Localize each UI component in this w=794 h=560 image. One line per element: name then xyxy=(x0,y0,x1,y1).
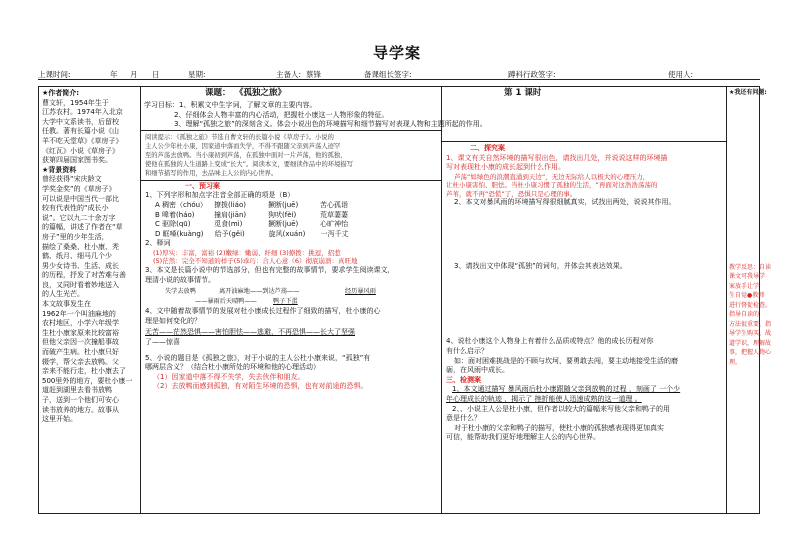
text-line: 江苏农村。1974年入北京 xyxy=(42,108,123,117)
test-q1: 1、本文通过描写 暴风雨后杜小康跟随父亲到放鸭的过程 ，刻画了 一个少 xyxy=(452,385,681,394)
answer-line: （1）因家道中落不得不失学，失去伙伴和朋友。 xyxy=(153,372,305,381)
class-time-label: 上课时间: xyxy=(38,70,71,79)
text-line: 学奖金奖”的《草房子》 xyxy=(42,184,116,193)
inquiry-q3: 3、请找出文中体现“孤独”的词句，并体会其表达效果。 xyxy=(454,261,627,270)
month-label: 月 xyxy=(130,70,138,79)
answer-space xyxy=(446,271,722,337)
goal-item: 2、仔细体会人物丰富的内心活动，把握杜小康这一人物形象的特征。 xyxy=(174,110,389,119)
question-3-cont: 理清小说的故事情节。 xyxy=(145,275,215,284)
lesson-period: 第 1 课时 xyxy=(504,88,542,98)
option-d: D 眶嗓(kuàng) 给予(gěi) 旋风(xuán) 一泻千丈 xyxy=(155,229,349,238)
notes-heading: ★我还有问题: xyxy=(729,89,767,96)
plot-last: 鸭子下蛋 xyxy=(273,298,298,306)
answer-line: 砺，在风雨中成长。 xyxy=(446,366,509,375)
text-line: 良，又同时看着妙地送入 xyxy=(42,280,119,289)
text-line: 指导自读的 xyxy=(729,311,760,318)
answer-line: (5)茫然：完全不知道的样子(5)乖巧：合人心意（6）彻底崩溃：真旺地 xyxy=(153,257,358,266)
text-line: 辍学，帮父亲去放鸭。父 xyxy=(42,357,119,366)
goals-label: 学习目标： xyxy=(144,101,179,109)
text-line: 导学生购买，战 xyxy=(729,330,772,337)
text-line: 的篇幅，讲述了作者在“草 xyxy=(42,223,123,232)
year-label: 年 xyxy=(110,70,118,79)
lead-name: 蔡锋 xyxy=(306,70,321,79)
answer-line: 让杜小康害怕、胆怯。当杜小康习惯了孤独的生活，“再面对这浩浩荡荡的 xyxy=(446,181,658,190)
goal-item: 1、积累文中生字词，了解文章的主要内容。 xyxy=(179,101,317,109)
text-line: 生自觉●教师 xyxy=(729,292,765,299)
text-line: 案放手让学 xyxy=(729,282,760,290)
text-line: 子，送到一个他们可安心 xyxy=(42,396,119,404)
text-line: 1962年一个叫油麻地的 xyxy=(42,309,116,318)
weekday-label: 星期: xyxy=(188,70,206,79)
answer-line: 无苦——茫然恐惧——害怕胆怯——逃避，不再恐惧——长大了坚强 xyxy=(145,328,355,337)
plot-storm: 经历暴风雨 xyxy=(345,288,376,296)
preview-heading: 一、预习案 xyxy=(185,181,220,190)
user-label: 使用人: xyxy=(668,70,694,79)
reading-intro xyxy=(141,130,441,180)
text-line: 农村地区，小学六年级学 xyxy=(42,319,119,328)
text-line: 的人生光芒。 xyxy=(42,290,84,299)
answer-line: 芦荡“如绿色的浪潮直涌到天边”，无边无际给人以极大的心理压力， xyxy=(454,172,650,181)
test-q2: 2、、小说主人公是杜小康，但作者以较大的篇幅来写他父亲和鸭子的用 xyxy=(452,404,670,413)
text-line: 获第四届国家图书奖。 xyxy=(42,156,112,165)
plot-mid: 离开油麻地——到达芦荡—— xyxy=(219,288,300,296)
document-title: 导学案 xyxy=(372,44,421,62)
inquiry-column xyxy=(441,87,727,513)
text-line: 阅读提示：《孤独之旅》节选自曹文轩的长篇小说《草房子》。小说的 xyxy=(145,133,334,141)
reflection-text xyxy=(729,263,772,368)
text-line: 道学识，理解故 xyxy=(729,339,772,347)
question-2: 2、释词 xyxy=(145,239,171,248)
inquiry-q4-cont: 有什么启示？ xyxy=(446,347,488,356)
lesson-title-row xyxy=(141,87,441,101)
goal-item: 3、理解“孤独之旅”的深刻含义。体会小说出色的环境描写和细节描写对表现人物和主题所起的作用。 xyxy=(174,120,487,129)
worksheet-table xyxy=(38,86,772,514)
text-line: 课文可我导学 xyxy=(729,273,766,280)
author-heading: ★作者简介: xyxy=(42,89,80,97)
text-line: 进行督促检查。 xyxy=(729,301,772,309)
text-line: 主人公少年杜小康，因家道中落而失学，不得不跟随父亲到芦荡人迹罕 xyxy=(145,142,341,150)
text-line: 较有代表性的“成长小 xyxy=(42,204,109,213)
approver-label: 备课组长签字: xyxy=(364,70,412,79)
text-line: 方法很重要，指 xyxy=(729,320,772,328)
period-row xyxy=(442,87,726,101)
admin-label: 蹲科行政签字: xyxy=(508,70,556,79)
text-line: 房子”里的少年生活， xyxy=(42,232,109,241)
notes-column xyxy=(727,87,772,513)
inquiry-q4: 4、说杜小康这个人物身上有着什么品质或特点？他的成长历程对你 xyxy=(446,337,654,346)
lesson-title: 《孤独之旅》 xyxy=(235,88,287,98)
text-line: 的历程，抒发了对苦难与善 xyxy=(42,271,126,280)
text-line: 生杜小康家原来比较富裕 xyxy=(42,328,119,337)
text-line: 道赶到湖里去看书放鸭 xyxy=(42,386,112,395)
option-a: A 稠密（chóu） 撩拨(liáo) 撅断(juē) 苦心孤诣 xyxy=(155,200,349,209)
lesson-title-label: 课题： xyxy=(205,88,231,98)
text-line: 曾经获得“宋庆龄文 xyxy=(42,175,102,184)
test-heading: 三、检测案 xyxy=(446,375,481,384)
day-label: 日 xyxy=(152,70,160,79)
text-line: 本文故事发生在 xyxy=(42,300,91,309)
text-line: 500里外的地方，要杜小康一 xyxy=(42,376,133,385)
option-b: B 嗥着(háo) 撞肩(jiān) 狗吠(fèi) 荒草萋萋 xyxy=(155,210,349,219)
question-5-cont: 哪两层含义？（结合杜小康所处的环境和他的心理活动） xyxy=(145,363,320,372)
text-line: 这里开始。 xyxy=(42,415,77,424)
answer-line: 芦苇，就不再“恐慌”了，恐惧只是心理的事。 xyxy=(446,189,577,198)
text-line: 教学反思：自读 xyxy=(729,263,772,271)
inquiry-q1-cont: 写对表现杜小康的成长起到什么作用。 xyxy=(446,163,565,172)
question-4: 4、文中随着故事情节的发展对杜小康成长过程作了细致的描写，杜小康的心 xyxy=(145,307,381,316)
text-line: 事，把握人物心 xyxy=(729,349,772,356)
text-line: 曹文轩，1954年生于 xyxy=(42,98,109,107)
text-line: 可以说是中国当代一部比 xyxy=(42,194,119,203)
answer-space xyxy=(446,208,722,262)
test-q1-cont: 年心理成长的轨迹 ，揭示了 挫折能使人迅速成熟的这一道理 。 xyxy=(446,395,642,404)
author-text xyxy=(42,99,137,166)
text-line: 读书放养的地方。故事从 xyxy=(42,405,119,414)
meta-row xyxy=(38,69,758,83)
answer-line: 对于杜小康的父亲和鸭子的描写，使杜小康的孤独感表现得更加真实 xyxy=(454,423,664,432)
header-rule xyxy=(38,79,760,80)
question-3: 3、本文是长篇小说中的节选部分，但也有完整的故事情节，要求学生阅读课文， xyxy=(145,265,395,274)
text-line: 而破产生病。杜小康只好 xyxy=(42,348,119,357)
question-4-cont: 理是如何变化的？ xyxy=(145,316,201,325)
answer-line: 了——惊喜 xyxy=(145,337,180,346)
inquiry-q2: 2、本文对暴风雨的环境描写得很细腻真实，试找出两处，说说其作用。 xyxy=(454,198,676,207)
text-line: 大学中文系读书，后留校 xyxy=(42,117,119,126)
background-text xyxy=(42,175,137,300)
text-line: 说”。它以九二十余万字 xyxy=(42,213,116,222)
text-line: 描绘了桑桑、杜小康、秃 xyxy=(42,242,119,251)
story-text xyxy=(42,300,137,425)
plot-diagram xyxy=(145,285,437,307)
answer-line: 如：面对困难挑战是的不顾与坎坷，要勇敢去闯，要主动地接受生活的磨 xyxy=(454,356,678,365)
option-c: C 驱除(qū) 觅食(mì) 撅断(juē) 心旷神怡 xyxy=(155,220,349,229)
plot-end: ——暴雨后天晴鸭—— xyxy=(195,298,257,306)
text-line: 亲来不能行走，杜小康去了 xyxy=(42,367,126,376)
preview-block xyxy=(141,180,441,393)
text-line: 任教。著有长篇小说《山 xyxy=(42,127,119,136)
text-line: 羊不吃天堂草》《草房子》 xyxy=(42,136,123,145)
test-q2-cont: 意是什么？ xyxy=(446,414,481,423)
inquiry-block xyxy=(442,141,726,445)
text-line: 理。 xyxy=(729,358,742,366)
text-line: 《红瓦》小说《草房子》 xyxy=(42,146,119,155)
answer-line: 可信，能帮助我们更好地理解主人公的内心世界。 xyxy=(446,433,600,442)
text-line: 和细节描写的作用，去品味主人公的内心世界。 xyxy=(145,169,278,177)
text-line: 使他在孤独的人生道路上变成“长大”。阅读本文，要细读作品中的环境描写 xyxy=(145,160,354,168)
question-1: 1、下列字形和加点字注音全部正确的项是（B） xyxy=(145,191,295,200)
author-column xyxy=(39,87,141,513)
question-5: 5、小说的题目是《孤独之旅》，对于小说的主人公杜小康来说，“孤独”有 xyxy=(145,353,371,362)
text-line: 鹤、纸月、细马几个少 xyxy=(42,252,112,261)
background-heading: ★背景资料 xyxy=(42,165,77,174)
text-line: 至的芦荡去放鸭。当小康初到芦荡，在孤独中面对一片芦荡，他的孤独， xyxy=(145,151,347,159)
plot-start: 失学去放鸭 xyxy=(165,288,196,296)
text-line: 男少女诗书、生活、成长 xyxy=(42,261,119,270)
goals-spacer xyxy=(442,101,726,141)
answer-line: （2）去放鸭而感到孤独，有对陌生环境的恐惧，也有对前途的恐惧。 xyxy=(153,382,368,391)
text-line: 但他父亲因一次撞船事故 xyxy=(42,338,119,347)
answer-line: (1)厚实：丰富，富裕 (2)嫩绿：嫩弱、纤细 (3)撩拨：挑逗，招惹 xyxy=(153,248,341,257)
lead-label: 主备人: xyxy=(276,70,302,79)
inquiry-heading: 二、探究案 xyxy=(470,144,505,152)
goals-block xyxy=(141,101,487,130)
inquiry-q1: 1、课文有关自然环境的描写很出色，请找出几处，并说说这样的环境描 xyxy=(446,153,668,162)
